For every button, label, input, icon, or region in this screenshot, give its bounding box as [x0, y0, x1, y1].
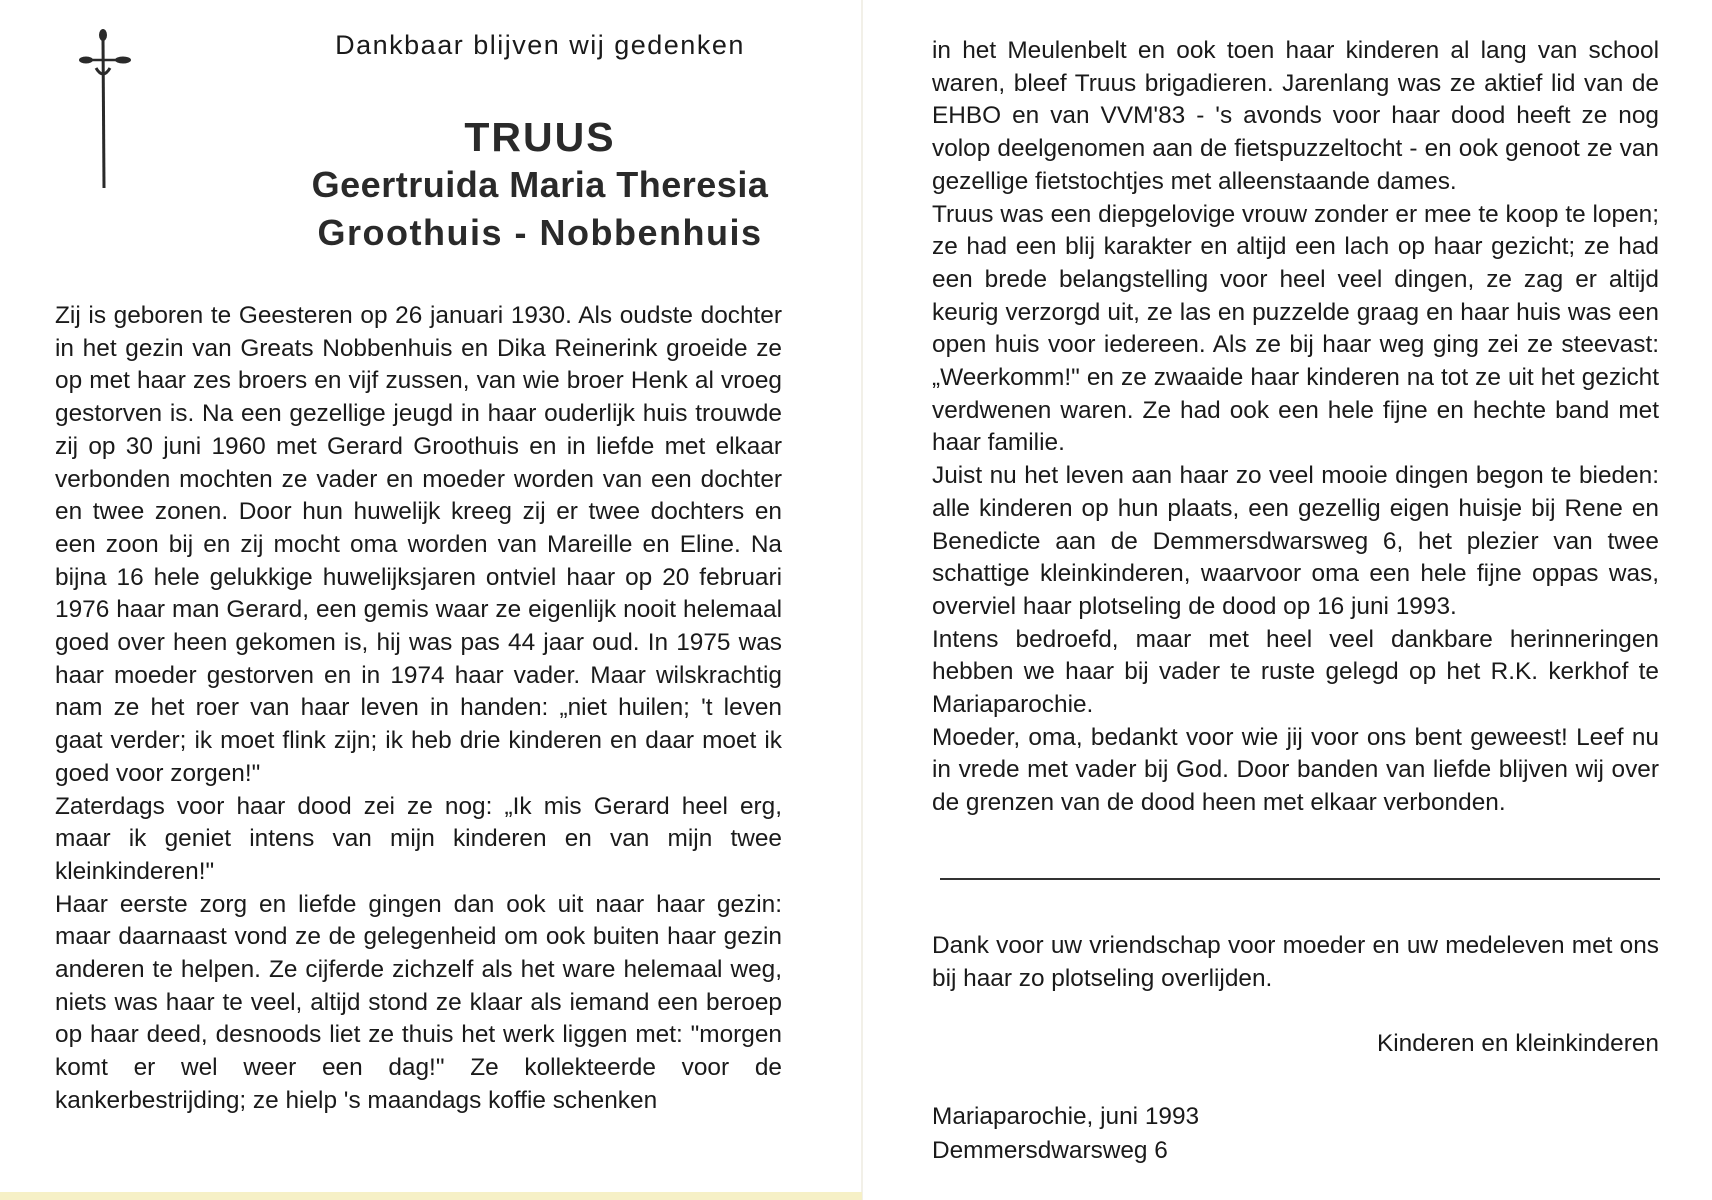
paper-edge — [0, 1192, 862, 1200]
surname: Groothuis - Nobbenhuis — [317, 212, 763, 253]
divider — [940, 878, 1660, 880]
place-block — [932, 1100, 1199, 1168]
full-name: Geertruida Maria Theresia — [311, 164, 769, 205]
paragraph: Truus was een diepgelovige vrouw zonder er mee te koop te lopen; ze had een blij karakter en altijd een lach op haar gezicht; ze had een brede belangstelling voor heel veel dingen, ze zag er altijd keurig verzorgd uit, ze las en puzzelde graag en haar huis was een open huis voor iedereen. Als ze bij haar weg ging zei ze steevast: „Weerkomm!" en ze zwaaide haar kinderen na tot ze uit het gezicht verdwenen waren. Ze had ook een hele fijne en hechte band met haar familie. — [932, 200, 1659, 457]
address: Demmersdwarsweg 6 — [932, 1137, 1168, 1164]
intro-line: Dankbaar blijven wij gedenken — [335, 30, 745, 60]
paragraph: Haar eerste zorg en liefde gingen dan ook uit naar haar gezin: maar daarnaast vond ze de gelegenheid om ook buiten haar gezin anderen te helpen. Ze cijferde zichzelf als het ware helemaal weg, niets was haar te veel, altijd stond ze klaar als iemand een beroep op haar deed, desnoods liet ze thuis het werk liggen met: "morgen komt er wel weer een dag!" Ze kollekteerde voor de kankerbestrijding; ze hielp 's maandags koffie schenken — [55, 890, 782, 1114]
page-fold — [861, 0, 863, 1200]
signature: Kinderen en kleinkinderen — [1376, 1030, 1659, 1057]
paragraph: Intens bedroefd, maar met heel veel dankbare herinneringen hebben we haar bij vader te ruste gelegd op het R.K. kerkhof te Mariaparochie. — [932, 625, 1659, 719]
biography-right — [932, 35, 1659, 820]
paragraph: Zaterdags voor haar dood zei ze nog: „Ik mis Gerard heel erg, maar ik geniet intens van mijn kinderen en van mijn twee kleinkinderen!" — [55, 792, 782, 885]
place-date: Mariaparochie, juni 1993 — [932, 1103, 1200, 1130]
thanks-note: Dank voor uw vriendschap voor moeder en uw medeleven met ons bij haar zo plotseling overlijden. — [932, 932, 1659, 992]
biography-left — [55, 300, 782, 1118]
paragraph: Juist nu het leven aan haar zo veel mooie dingen begon te bieden: alle kinderen op hun plaats, een gezellig eigen huisje bij Rene en Benedicte aan de Demmersdwarsweg 6, het plezier van twee schattige kleinkinderen, waarvoor oma een hele fijne oppas was, overviel haar plotseling de dood op 16 juni 1993. — [932, 462, 1659, 620]
paragraph: Moeder, oma, bedankt voor wie jij voor ons bent geweest! Leef nu in vrede met vader bij God. Door banden van liefde blijven wij over de grenzen van de dood heen met elkaar verbonden. — [932, 723, 1659, 817]
paragraph: Zij is geboren te Geesteren op 26 januari 1930. Als oudste dochter in het gezin van Greats Nobbenhuis en Dika Reinerink groeide ze op met haar zes broers en vijf zussen, van wie broer Henk al vroeg gestorven is. Na een gezellige jeugd in haar ouderlijk huis trouwde zij op 30 juni 1960 met Gerard Groothuis en in liefde met elkaar verbonden mochten ze vader en moeder worden van een dochter en twee zonen. Door hun huwelijk kreeg zij er twee dochters en een zoon bij en zij mocht oma worden van Mareille en Eline. Na bijna 16 hele gelukkige huwelijksjaren ontviel haar op 20 februari 1976 haar man Gerard, een gemis waar ze eigenlijk nooit helemaal goed over heen gekomen is, hij was pas 44 jaar oud. In 1975 was haar moeder gestorven en in 1974 haar vader. Maar wilskrachtig nam ze het roer van haar leven in handen: „niet huilen; 't leven gaat verder; ik moet flink zijn; ik heb drie kinderen en daar moet ik goed voor zorgen!" — [55, 302, 782, 787]
cross-icon — [78, 28, 136, 192]
nickname: TRUUS — [464, 114, 616, 160]
paragraph: in het Meulenbelt en ook toen haar kinderen al lang van school waren, bleef Truus brigadieren. Jarenlang was ze aktief lid van de EHBO en van VVM'83 - 's avonds voor haar dood heeft ze nog volop deelgenomen aan de fietspuzzeltocht - en ook genoot ze van gezellige fietstochtjes met alleenstaande dames. — [932, 37, 1659, 195]
